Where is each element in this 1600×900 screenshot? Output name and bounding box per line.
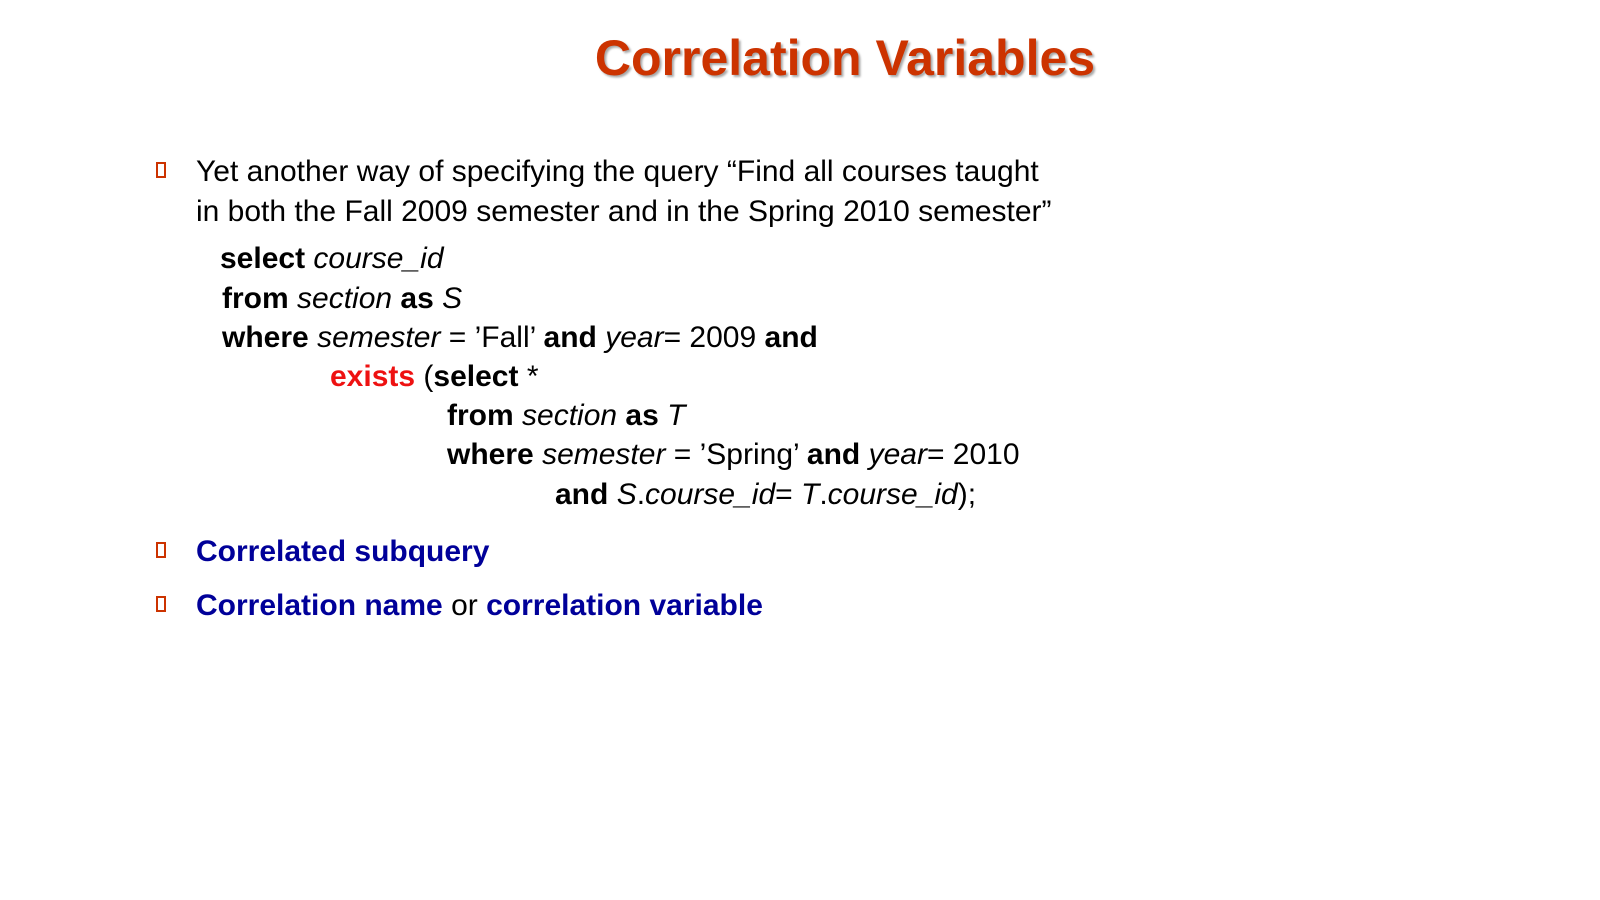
bullet-item-correlation-name xyxy=(156,586,763,626)
sql-text: . xyxy=(819,478,828,511)
bullet-text: Correlated subquery xyxy=(196,535,490,568)
sql-keyword: from xyxy=(222,282,289,315)
sql-text: . xyxy=(636,478,646,511)
sql-keyword: and xyxy=(764,321,818,354)
sql-keyword: and xyxy=(555,478,609,511)
sql-keyword: where xyxy=(447,438,534,471)
sql-identifier: S xyxy=(616,478,637,511)
sql-identifier: S xyxy=(442,282,463,315)
sql-text xyxy=(534,438,542,471)
bullet-text xyxy=(196,586,763,626)
bullet-text-line-1: Yet another way of specifying the query “Find all courses taught xyxy=(196,155,1039,188)
sql-text xyxy=(659,399,667,432)
sql-text xyxy=(434,282,442,315)
sql-keyword: where xyxy=(222,321,309,354)
sql-text xyxy=(860,438,868,471)
sql-identifier: T xyxy=(667,399,686,432)
sql-keyword: select xyxy=(433,360,519,393)
sql-text xyxy=(597,321,605,354)
sql-keyword-exists: exists xyxy=(330,360,416,393)
code-line-subquery-from xyxy=(447,396,685,436)
square-bullet-icon xyxy=(156,542,166,558)
code-line-subquery-and xyxy=(555,475,976,515)
sql-text: = ’Spring’ xyxy=(665,438,807,471)
square-bullet-icon xyxy=(156,162,166,178)
sql-identifier: course_id xyxy=(313,242,444,275)
sql-text: ( xyxy=(415,360,434,393)
bullet-item-correlated-subquery xyxy=(156,532,489,572)
sql-identifier: course_id xyxy=(645,478,776,511)
sql-keyword: as xyxy=(400,282,434,315)
sql-keyword: and xyxy=(543,321,597,354)
sql-keyword: select xyxy=(220,242,306,275)
sql-identifier: year xyxy=(605,321,664,354)
sql-identifier: T xyxy=(800,478,820,511)
sql-text: ); xyxy=(957,478,977,511)
sql-text xyxy=(608,478,616,511)
sql-text: * xyxy=(518,360,539,393)
connector-text: or xyxy=(442,589,487,622)
code-line-select xyxy=(220,239,444,279)
sql-identifier: year xyxy=(868,438,927,471)
sql-text: = xyxy=(775,478,801,511)
sql-text: = 2009 xyxy=(663,321,765,354)
term-correlation-variable: correlation variable xyxy=(486,589,763,622)
term-correlation-name: Correlation name xyxy=(196,589,443,622)
sql-keyword: and xyxy=(806,438,861,471)
sql-identifier: section xyxy=(297,282,393,315)
sql-identifier: semester xyxy=(542,438,666,471)
sql-identifier: course_id xyxy=(827,478,958,511)
square-bullet-icon xyxy=(156,596,166,612)
bullet-text xyxy=(196,152,1052,232)
sql-text xyxy=(309,321,317,354)
code-line-exists xyxy=(330,357,539,397)
sql-text: = 2010 xyxy=(926,438,1020,471)
bullet-text-line-2: in both the Fall 2009 semester and in the Spring 2010 semester” xyxy=(196,195,1052,228)
sql-identifier: semester xyxy=(317,321,441,354)
code-line-from xyxy=(222,279,462,319)
bullet-item-query-description xyxy=(156,152,1052,232)
code-line-where xyxy=(222,318,818,358)
sql-identifier: section xyxy=(522,399,618,432)
sql-keyword: as xyxy=(625,399,659,432)
code-line-subquery-where xyxy=(447,435,1020,475)
sql-text: = ’Fall’ xyxy=(440,321,544,354)
slide-title: Correlation Variables xyxy=(594,30,1096,86)
sql-text xyxy=(289,282,297,315)
sql-text xyxy=(514,399,522,432)
sql-keyword: from xyxy=(447,399,514,432)
